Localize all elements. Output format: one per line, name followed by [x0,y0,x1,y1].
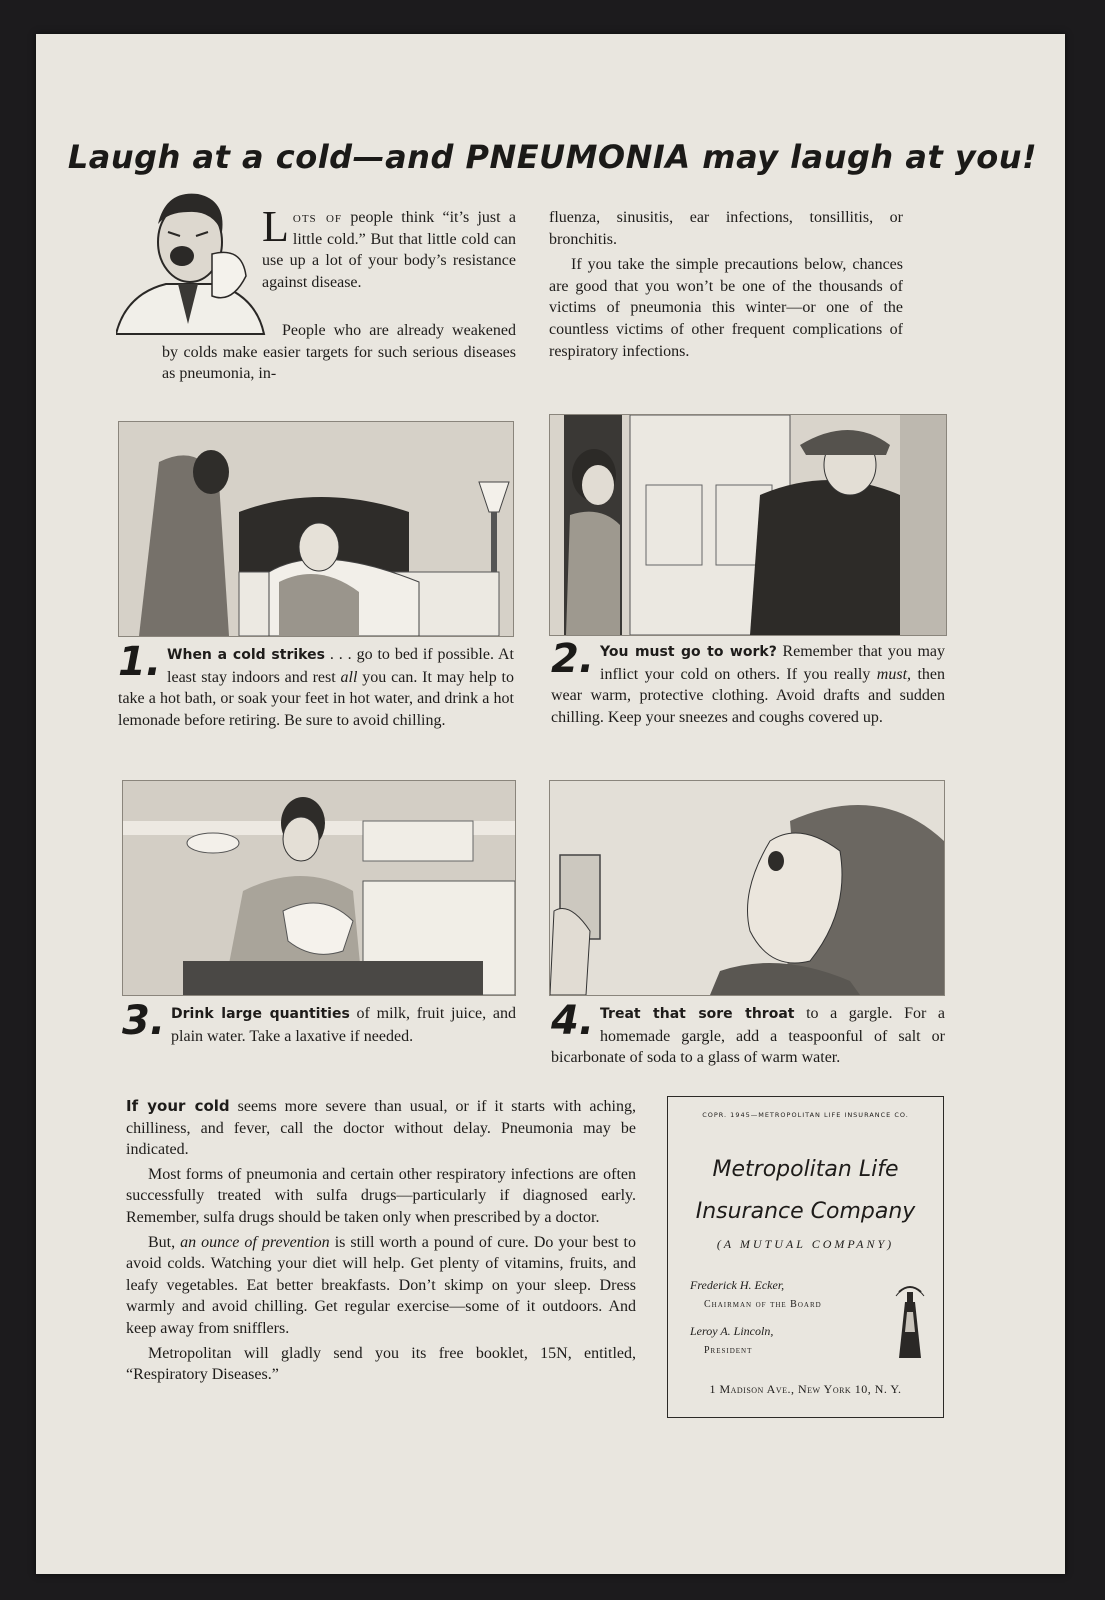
sneezing-man-illustration [116,184,266,342]
step-2-lead: You must go to work? [600,644,777,660]
step-3-number: 3. [122,998,166,1044]
president-title: President [704,1345,753,1356]
step-2-emphasis: must, [876,665,912,683]
intro-paragraph-3: fluenza, sinusitis, ear infections, tonsillitis, or bronchitis. [549,209,903,248]
step-1-number: 1. [118,639,162,685]
intro-paragraph-4: If you take the simple precautions below, chances are good that you won’t be one of the thousands of victims of pneumonia this winter—or one of the countless victims of other frequent complications of respiratory infections. [549,256,903,360]
closing-p3-emphasis: an ounce of prevention [180,1233,330,1251]
closing-paragraph-1 [126,1096,636,1161]
closing-paragraph-4: Metropolitan will gladly send you its free booklet, 15N, entitled, “Respiratory Diseases.” [126,1344,636,1384]
step-1-emphasis: all [340,668,358,686]
step-2-body-a: Remember that you may inflict your cold on others. If you really [600,643,945,683]
intro-column-1b [162,320,516,385]
step-3-body: of milk, fruit juice, and plain water. Take a laxative if needed. [171,1005,517,1045]
step-4-body: to a gargle. For a homemade gargle, add a teaspoonful of salt or bicarbonate of soda to a glass of warm water. [551,1005,945,1067]
president-name: Leroy A. Lincoln, [690,1324,774,1338]
step-4-lead: Treat that sore throat [600,1006,795,1022]
step-3-text [122,998,517,1047]
company-signature-box [667,1096,944,1418]
intro-first-words: ots of [292,209,343,226]
closing-lead: If your cold [126,1097,230,1115]
gargle-illustration [549,780,945,996]
doorway-illustration [549,414,947,636]
step-1-text [118,639,515,731]
lighthouse-tower-icon [893,1282,927,1360]
step-2-text [551,636,946,728]
closing-copy [126,1096,636,1386]
intro-column-2 [549,207,903,362]
officers-block [668,1278,943,1368]
closing-p3-a: But, [148,1233,181,1251]
step-2-body-b: then wear warm, protective clothing. Avoid drafts and sudden chilling. Keep your sneezes and coughs covered up. [551,665,946,726]
intro-paragraph-2: People who are already weakened by colds make easier targets for such serious diseases as pneumonia, in- [162,322,516,383]
mutual-company-label: (A MUTUAL COMPANY) [716,1237,895,1251]
kitchen-illustration [122,780,516,996]
step-1-body-b: you can. It may help to take a hot bath, or soak your feet in hot water, and drink a hot lemonade before retiring. Be sure to avoid chilling. [118,668,515,729]
intro-paragraph-1: people think “it’s just a little cold.” But that little cold can use up a lot of your body’s resistance against disease. [262,209,517,291]
step-1-body-a: . . . go to bed if possible. At least stay indoors and rest [167,646,515,686]
company-name-line-2: Insurance Company [695,1199,916,1224]
intro-column-1 [262,202,517,293]
company-address: 1 Madison Ave., New York 10, N. Y. [709,1382,902,1396]
headline: Laugh at a cold—and PNEUMONIA may laugh at you! [67,138,1038,176]
company-name-line-1: Metropolitan Life [712,1157,899,1182]
intro-dropcap: L [262,202,289,251]
step-2-number: 2. [551,636,595,682]
step-4-text [551,998,945,1069]
closing-paragraph-3 [126,1232,636,1340]
closing-p3-b: is still worth a pound of cure. Do your best to avoid colds. Watching your diet will help. Get plenty of vitamins, fruits, and leafy vegetables. Eat better breakfasts. Don’t skimp on your sleep. Dress warmly and avoid chilling. Get regular exercise—some of it outdoors. And keep away from snifflers. [126,1233,636,1337]
closing-paragraph-2: Most forms of pneumonia and certain other respiratory infections are often successfully treated with sulfa drugs—particularly if diagnosed early. Remember, sulfa drugs should be taken only when prescribed by a doctor. [126,1165,636,1226]
closing-p1-body: seems more severe than usual, or if it starts with aching, chilliness, and fever, call the doctor without delay. Pneumonia may be indicated. [126,1098,636,1159]
chairman-title: Chairman of the Board [704,1299,822,1310]
chairman-name: Frederick H. Ecker, [690,1278,785,1292]
copyright-notice: COPR. 1945—METROPOLITAN LIFE INSURANCE CO. [702,1111,909,1119]
step-4-number: 4. [551,998,595,1044]
step-3-lead: Drink large quantities [171,1006,350,1022]
step-1-lead: When a cold strikes [167,647,325,663]
bedroom-illustration [118,421,514,637]
